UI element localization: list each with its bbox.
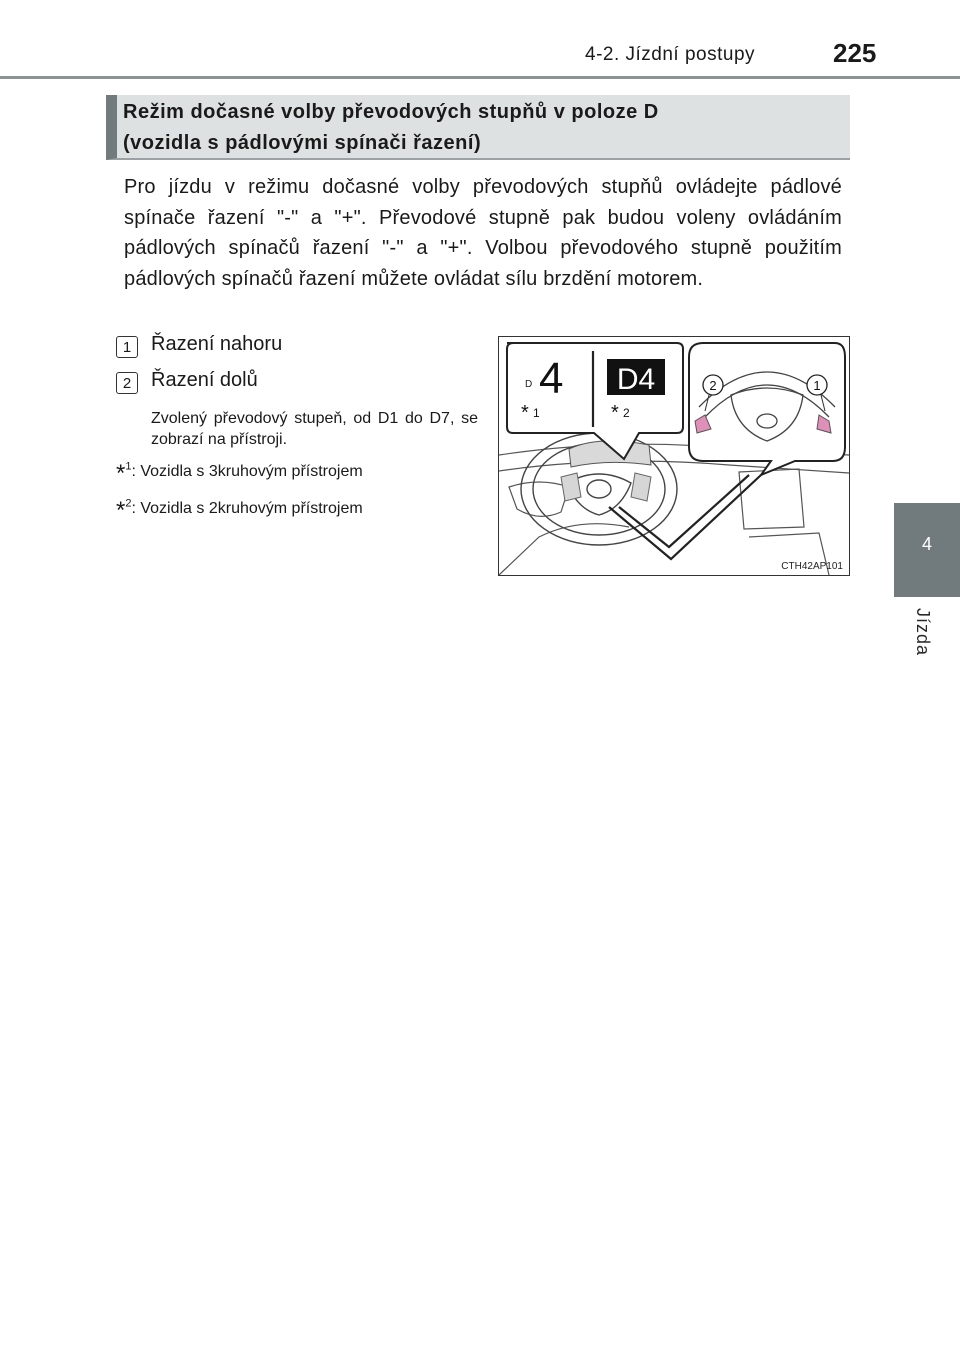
item-label-shift-down: Řazení dolů <box>151 369 258 391</box>
section-title-line-1: Režim dočasné volby převodových stupňů v poloze D <box>123 101 659 123</box>
footnote-text: : Vozidla s 3kruhovým přístrojem <box>131 463 363 480</box>
page-number: 225 <box>833 38 877 68</box>
chapter-label: Jízda <box>913 608 933 657</box>
callout-2-mark: * <box>611 402 619 424</box>
paddle-label-left: 2 <box>709 378 717 393</box>
section-title-line-2: (vozidla s pádlovými spínači řazení) <box>123 132 482 154</box>
item-number-badge: 1 <box>116 336 138 358</box>
footnote-2 <box>116 497 363 525</box>
item-label-shift-up: Řazení nahoru <box>151 333 283 355</box>
paddle-shift-illustration <box>498 336 850 576</box>
footnote-index: 1 <box>125 460 132 473</box>
footnote-index: 2 <box>125 497 132 510</box>
meter-gear-display: D4 <box>616 363 656 396</box>
gear-display-note: Zvolený převodový stupeň, od D1 do D7, se zobrazí na přístroji. <box>151 410 478 448</box>
callout-1-index: 1 <box>533 406 540 420</box>
callout-arrow <box>609 475 761 559</box>
meter-small-label: D <box>525 379 533 390</box>
footnote-star: * <box>116 497 126 524</box>
meter-gear-digit: 4 <box>539 354 564 403</box>
header-rule <box>0 76 960 79</box>
footnote-1 <box>116 460 363 488</box>
running-header-section: 4-2. Jízdní postupy <box>585 44 756 65</box>
footnote-star: * <box>116 460 126 487</box>
paddle-label-right: 1 <box>813 378 821 393</box>
footnote-text: : Vozidla s 2kruhovým přístrojem <box>131 500 363 517</box>
figure-code: CTH42AP101 <box>781 561 843 572</box>
body-paragraph: Pro jízdu v režimu dočasné volby převodových stupňů ovládejte pádlové spínače řazení "-" a "+". Převodové stupně pak budou voleny ovládáním pádlových spínačů řazení "-" a "+". Volbou převodového stupně použitím pádlových spínačů řazení můžete ovládat sílu brzdění motorem. <box>124 176 842 290</box>
callout-1-mark: * <box>521 402 529 424</box>
item-number-badge: 2 <box>116 372 138 394</box>
chapter-number: 4 <box>921 534 932 554</box>
callout-2-index: 2 <box>623 406 630 420</box>
